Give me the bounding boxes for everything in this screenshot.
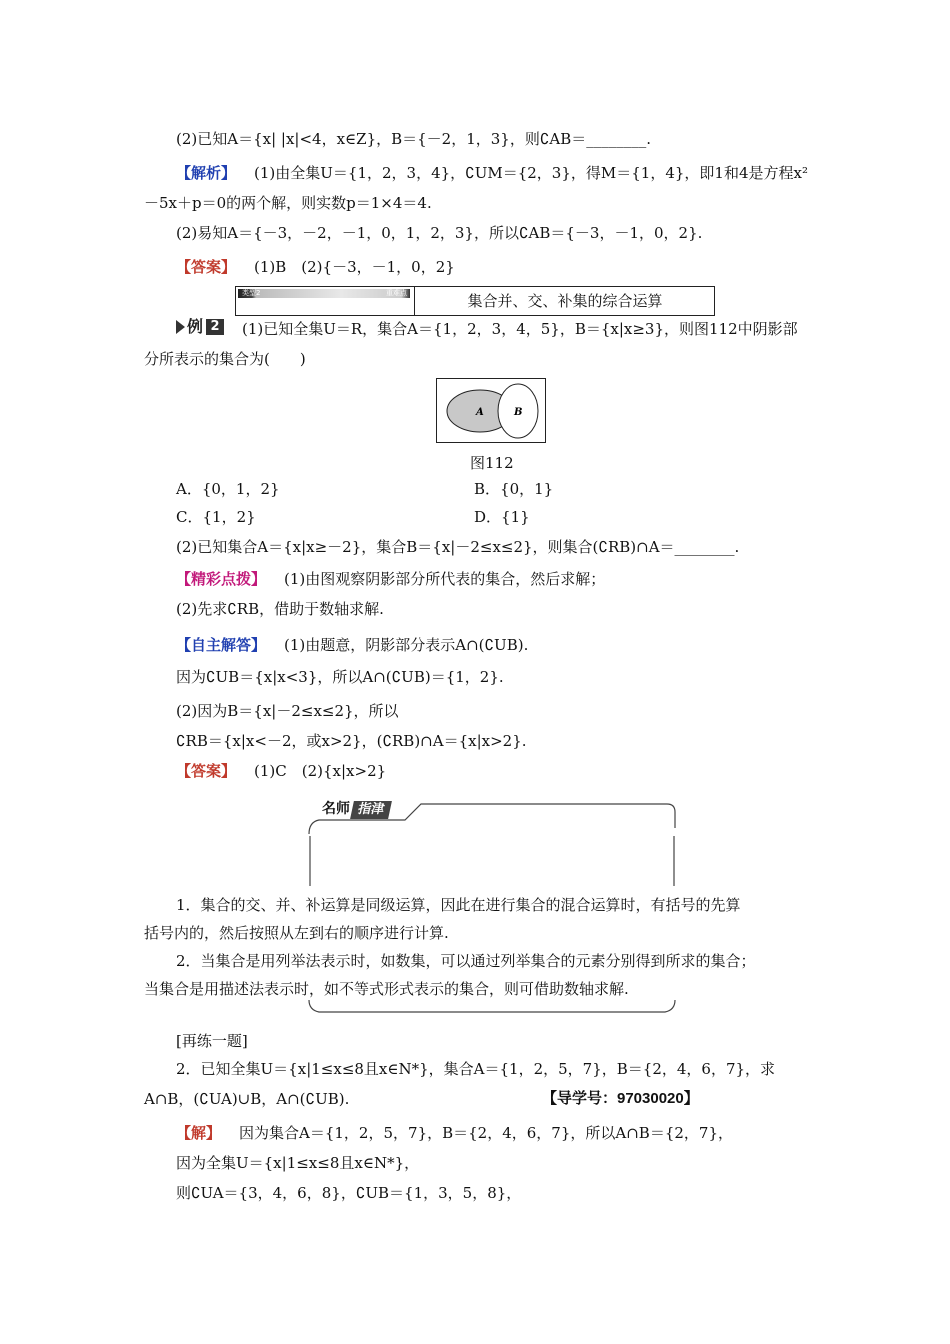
example-number: 2: [206, 319, 224, 335]
hint-text-1: (1)由图观察阴影部分所代表的集合，然后求解；: [284, 570, 606, 588]
option-c: C．{1，2}: [176, 508, 256, 526]
sol3-tag: 【解】: [176, 1124, 222, 1142]
example-word: 例: [187, 317, 204, 336]
option-a: A．{0，1，2}: [176, 480, 280, 498]
practice-title: [再练一题]: [176, 1032, 248, 1050]
figure-caption: 图112: [470, 454, 514, 472]
answer-tag: 【答案】: [176, 258, 237, 276]
analysis-line-2: －5x＋p＝0的两个解，则实数p＝1×4＝4.: [144, 194, 432, 212]
question-line: (2)已知A＝{x| |x|<4，x∈Z}，B＝{－2，1，3}，则∁AB＝________.: [176, 130, 652, 148]
solve-line-2: 因为∁UB＝{x|x<3}，所以A∩(∁UB)＝{1，2}.: [176, 668, 504, 686]
example-badge: [176, 316, 226, 338]
answer2-text: (1)C (2){x|x>2}: [254, 762, 387, 780]
hint-line-2: (2)先求∁RB，借助于数轴求解.: [176, 600, 384, 618]
tips-frame-bottom: [309, 1000, 675, 1012]
option-b: B．{0，1}: [474, 480, 554, 498]
answer-line: [176, 256, 455, 278]
answer2-line: [176, 760, 386, 782]
triangle-icon: [176, 320, 185, 334]
type-title: 集合并、交、补集的综合运算: [467, 292, 663, 310]
tips-p1-a: 1．集合的交、并、补运算是同级运算，因此在进行集合的混合运算时，有括号的先算: [176, 896, 741, 914]
type-divider: [414, 287, 415, 315]
answer-text: (1)B (2){－3，－1，0，2}: [254, 258, 455, 276]
sol3-text-1: 因为集合A＝{1，2，5，7}，B＝{2，4，6，7}，所以A∩B＝{2，7}，: [239, 1124, 733, 1142]
tips-label-badge: 指津: [350, 801, 392, 819]
answer2-tag: 【答案】: [176, 762, 237, 780]
practice-line-1: 2．已知全集U＝{x|1≤x≤8且x∈N*}，集合A＝{1，2，5，7}，B＝{2，4，6，7}，求: [176, 1060, 776, 1078]
analysis-line-3: (2)易知A＝{－3，－2，－1，0，1，2，3}，所以∁AB＝{－3，－1，0，2}.: [176, 224, 703, 242]
tips-label-main: 名师: [322, 801, 350, 817]
analysis-tag: 【解析】: [176, 164, 237, 182]
solve-line-3: (2)因为B＝{x|－2≤x≤2}，所以: [176, 702, 399, 720]
venn-label-a: A: [476, 407, 484, 418]
type-strip-label: 类型2: [242, 289, 261, 297]
type-header-box: [235, 286, 715, 316]
venn-diagram: [436, 378, 546, 443]
solve-line-1: [176, 634, 528, 656]
practice-line-2: A∩B，(∁UA)∪B，A∩(∁UB).: [144, 1090, 350, 1108]
sol3-line-1: [176, 1122, 733, 1144]
solve-tag: 【自主解答】: [176, 636, 267, 654]
solve-text-1: (1)由题意，阴影部分表示A∩(∁UB).: [284, 636, 529, 654]
tips-p1-b: 括号内的，然后按照从左到右的顺序进行计算.: [144, 924, 449, 942]
type-strip: [238, 289, 410, 298]
example-line-2: 分所表示的集合为( ): [144, 350, 306, 368]
sol3-line-2: 因为全集U＝{x|1≤x≤8且x∈N*}，: [176, 1154, 420, 1172]
tips-label: [322, 798, 390, 820]
analysis-text-1: (1)由全集U＝{1，2，3，4}，∁UM＝{2，3}，得M＝{1，4}，即1和4是方程x²: [254, 164, 808, 182]
guide-number: 【导学号：97030020】: [542, 1090, 699, 1107]
tips-p2-a: 2．当集合是用列举法表示时，如数集，可以通过列举集合的元素分别得到所求的集合；: [176, 952, 756, 970]
type-strip-tag: 重难点: [386, 289, 407, 297]
question-2: (2)已知集合A＝{x|x≥－2}，集合B＝{x|－2≤x≤2}，则集合(∁RB)∩A＝________.: [176, 538, 740, 556]
solve-line-4: ∁RB＝{x|x<－2，或x>2}，(∁RB)∩A＝{x|x>2}.: [176, 732, 527, 750]
tips-p2-b: 当集合是用描述法表示时，如不等式形式表示的集合，则可借助数轴求解.: [144, 980, 629, 998]
example-line-1: (1)已知全集U＝R，集合A＝{1，2，3，4，5}，B＝{x|x≥3}，则图112中阴影部: [242, 320, 798, 338]
venn-label-b: B: [514, 407, 523, 418]
option-d: D．{1}: [474, 508, 530, 526]
sol3-line-3: 则∁UA＝{3，4，6，8}，∁UB＝{1，3，5，8}，: [176, 1184, 522, 1202]
hint-tag: 【精彩点拨】: [176, 570, 267, 588]
analysis-line-1: [176, 162, 808, 184]
hint-line-1: [176, 568, 605, 590]
